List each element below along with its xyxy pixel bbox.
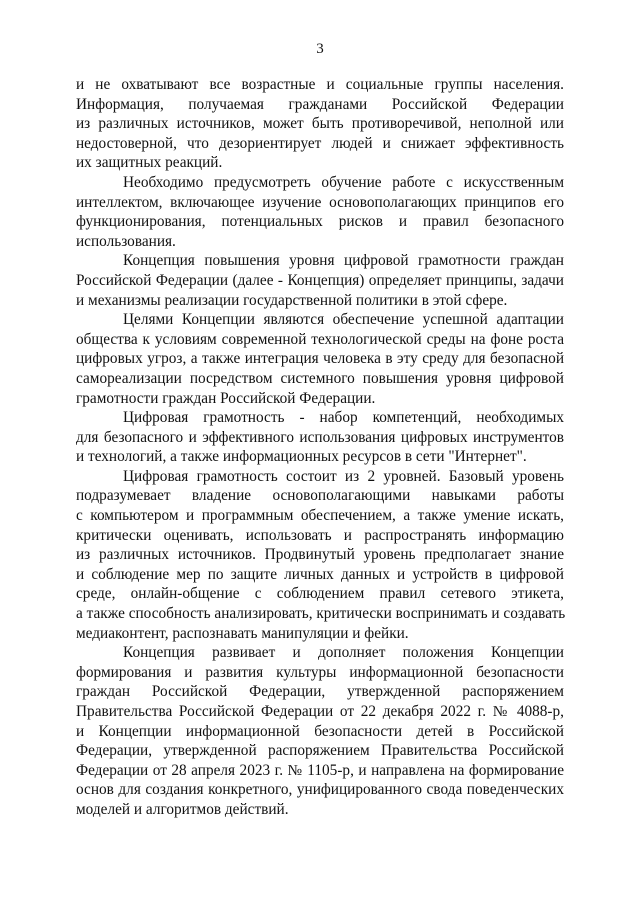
text-line: критически оценивать, использовать и распространять информацию <box>76 526 564 544</box>
text-line: Российской Федерации (далее - Концепция) определяет принципы, задачи <box>76 271 564 289</box>
text-line: недостоверной, что дезориентирует людей и снижает эффективность <box>76 134 564 152</box>
text-line: а также способность анализировать, критически воспринимать и создавать <box>76 605 566 623</box>
text-line: Информация, получаемая гражданами Российской Федерации <box>76 95 564 113</box>
text-line: самореализации посредством системного повышения уровня цифровой <box>76 369 564 387</box>
text-line: с компьютером и программным обеспечением, а также умение искать, <box>76 507 564 525</box>
text-line: Необходимо предусмотреть обучение работе с искусственным <box>123 173 564 191</box>
text-line: и механизмы реализации государственной политики в этой сфере. <box>76 291 508 309</box>
text-line: формирования и развития культуры информационной безопасности <box>76 663 564 681</box>
text-line: и соблюдение мер по защите личных данных и устройств в цифровой <box>76 565 564 583</box>
text-line: интеллектом, включающее изучение основополагающих принципов его <box>76 193 564 211</box>
text-line: Концепция развивает и дополняет положения Концепции <box>123 644 564 662</box>
text-line: и технологий, а также информационных ресурсов в сети "Интернет". <box>76 448 527 466</box>
paragraph-p3 <box>76 251 564 310</box>
paragraph-p1 <box>76 75 564 173</box>
text-line: и не охватывают все возрастные и социальные группы населения. <box>76 76 564 93</box>
text-line: цифровых угроз, а также интеграция человека в эту среду для безопасной <box>76 350 564 368</box>
text-line: и Концепции информационной безопасности детей в Российской <box>76 722 564 740</box>
text-line: подразумевает владение основополагающими навыками работы <box>76 487 564 505</box>
text-line: из различных источников, может быть противоречивой, неполной или <box>76 115 564 133</box>
page-number: 3 <box>316 41 324 57</box>
paragraph-p2 <box>76 173 564 251</box>
text-line: Цифровая грамотность - набор компетенций, необходимых <box>123 409 564 427</box>
text-line: грамотности граждан Российской Федерации. <box>76 389 376 407</box>
text-line: из различных источников. Продвинутый уровень предполагает знание <box>76 546 564 564</box>
text-line: функционирования, потенциальных рисков и правил безопасного <box>76 213 564 231</box>
paragraph-p7 <box>76 643 564 819</box>
paragraph-p4 <box>76 310 564 408</box>
document-body <box>76 75 564 820</box>
text-line: Федерации от 28 апреля 2023 г. № 1105-р, и направлена на формирование <box>76 761 564 779</box>
paragraph-p6 <box>76 467 564 643</box>
text-line: Цифровая грамотность состоит из 2 уровней. Базовый уровень <box>123 467 564 485</box>
text-line: использования. <box>76 232 176 250</box>
text-line: основ для создания конкретного, унифицированного свода поведенческих <box>76 781 564 799</box>
text-line: Федерации, утвержденной распоряжением Правительства Российской <box>76 742 564 760</box>
text-line: медиаконтент, распознавать манипуляции и фейки. <box>76 624 409 642</box>
text-line: их защитных реакций. <box>76 154 223 172</box>
text-line: общества к условиям современной технологической среды на фоне роста <box>76 330 564 348</box>
text-line: Целями Концепции являются обеспечение успешной адаптации <box>123 311 564 329</box>
text-line: Правительства Российской Федерации от 22 декабря 2022 г. № 4088-р, <box>76 703 564 720</box>
text-line: среде, онлайн-общение с соблюдением правил сетевого этикета, <box>76 585 564 603</box>
text-line: Концепция повышения уровня цифровой грамотности граждан <box>123 252 564 270</box>
text-line: для безопасного и эффективного использования цифровых инструментов <box>76 428 564 446</box>
text-line: моделей и алгоритмов действий. <box>76 800 289 818</box>
text-line: граждан Российской Федерации, утвержденной распоряжением <box>76 683 564 701</box>
paragraph-p5 <box>76 408 564 467</box>
